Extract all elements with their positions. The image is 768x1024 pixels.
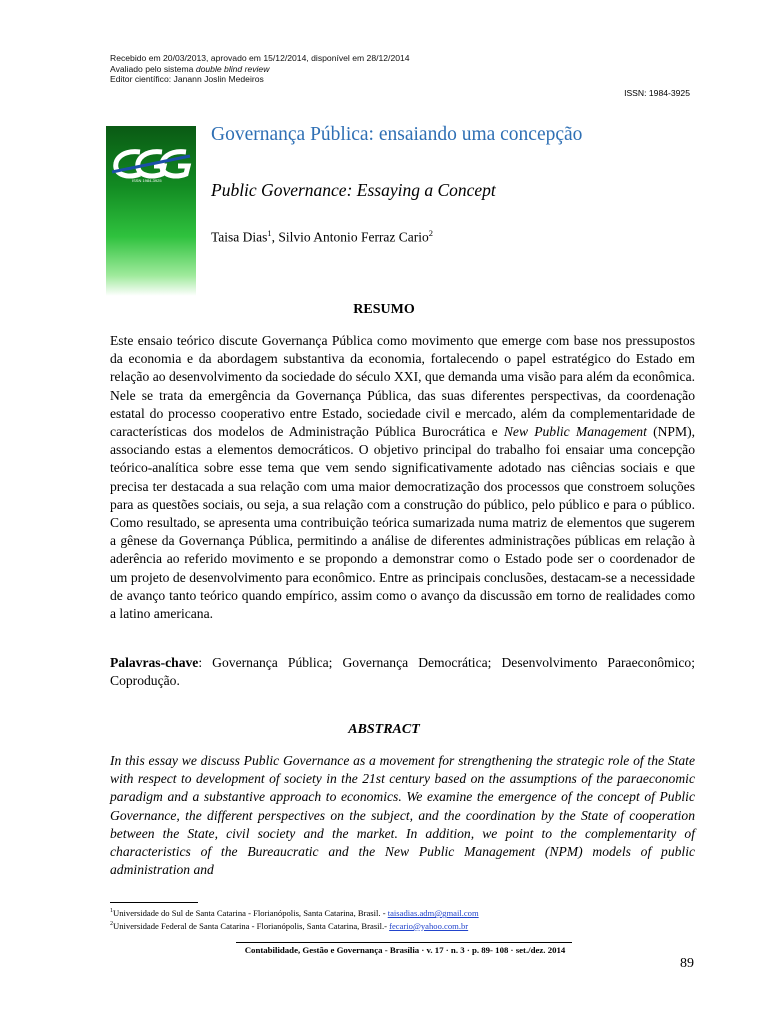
journal-citation: Contabilidade, Gestão e Governança - Brasília · v. 17 · n. 3 · p. 89- 108 · set./dez. 2014 [244,945,566,955]
submission-metadata [110,53,410,85]
keywords-label: Palavras-chave [110,655,199,670]
abstract-body: In this essay we discuss Public Governance as a movement for strengthening the strategic role of the State with respect to development of society in the 21st century based on the assumptions of the paraeconomic paradigm and a substantive approach to economics. We examine the emergence of the concept of Public Governance, the different perspectives on the subject, and the coordination by the State of cooperation between the State, civil society and the market. In addition, we point to the complementarity of characteristics of the Bureaucratic and the New Public Management (NPM) models of public administration and [110,753,695,878]
resumo-heading: RESUMO [353,302,415,317]
email-link[interactable]: taisadias.adm@gmail.com [387,907,479,918]
footnote-marker: 2 [428,228,434,238]
footnote-marker: 1 [267,228,272,238]
title-english: Public Governance: Essaying a Concept [211,180,496,200]
received-dates: Recebido em 20/03/2013, aprovado em 15/12/2014, disponível em 28/12/2014 [110,53,410,63]
author-name: Silvio Antonio Ferraz Cario [278,229,429,245]
footer-divider [236,942,572,943]
page-number: 89 [680,956,694,971]
keywords-text: : Governança Pública; Governança Democrática; Desenvolvimento Paraeconômico; Coprodução. [110,655,695,689]
review-system: Avaliado pelo sistema double blind review [110,63,270,74]
author-name: Taisa Dias [211,229,268,245]
scientific-editor: Editor científico: Janann Joslin Medeiros [110,74,264,84]
abstract-heading: ABSTRACT [348,722,420,737]
footnote-divider [110,902,198,903]
logo-issn-text: ISSN 1984-3925 [132,178,162,183]
footnote-2: $^2$Universidade Federal de Santa Catarina - Florianópolis, Santa Catarina, Brasil.- fecario@yahoo.com.br [110,920,469,931]
email-link[interactable]: fecario@yahoo.com.br [389,920,469,931]
resumo-body: Este ensaio teórico discute Governança Pública como movimento que emerge com base nos pressupostos da economia e da abordagem substantiva da economia, fortalecendo o papel estratégico do Estado em relação ao desenvolvimento da sociedade do século XXI, que demanda uma visão para além da econômica. Nele se trata da emergência da Governança Pública, das suas diferentes perspectivas, da coordenação estatal do processo cooperativo entre Estado, sociedade civil e mercado, além da complementaridade de características dos modelos de Administração Pública Burocrática e New Public Management (NPM), associando estas a elementos democráticos. O objetivo principal do trabalho foi ensaiar uma concepção teórico-analítica sobre esse tema que vem sendo significativamente adotado nas ciências sociais e que precisa ter destacada a sua relação com uma maior democratização dos processos que constroem soluções para as questões sociais, ou seja, a sua relação com a construção do público, pelo público e para o público. Como resultado, se apresenta uma contribuição teórica sumarizada numa matriz de elementos que sugerem a gênese da Governança Pública, permitindo a análise de diferentes administrações públicas em relação à aderência ao referido movimento e se propondo a demonstrar como o Estado pode ser o coordenador de um projeto de desenvolvimento para econômico. Entre as principais conclusões, destacam-se a necessidade de avanço tanto teórico quando empírico, assim como o avanço da discussão em torno de realidades como a latino americana. [110,333,695,622]
author-list: Taisa Dias$^1$, Silvio Antonio Ferraz Cario$^2$ [211,228,434,245]
footnotes [110,906,479,931]
title-portuguese: Governança Pública: ensaiando uma concepção [211,124,583,145]
journal-logo [106,126,196,296]
footnote-1: $^1$Universidade do Sul de Santa Catarina - Florianópolis, Santa Catarina, Brasil. - taisadias.adm@gmail.com [110,907,479,918]
keywords [110,654,695,690]
issn-label: ISSN: 1984-3925 [624,88,690,98]
